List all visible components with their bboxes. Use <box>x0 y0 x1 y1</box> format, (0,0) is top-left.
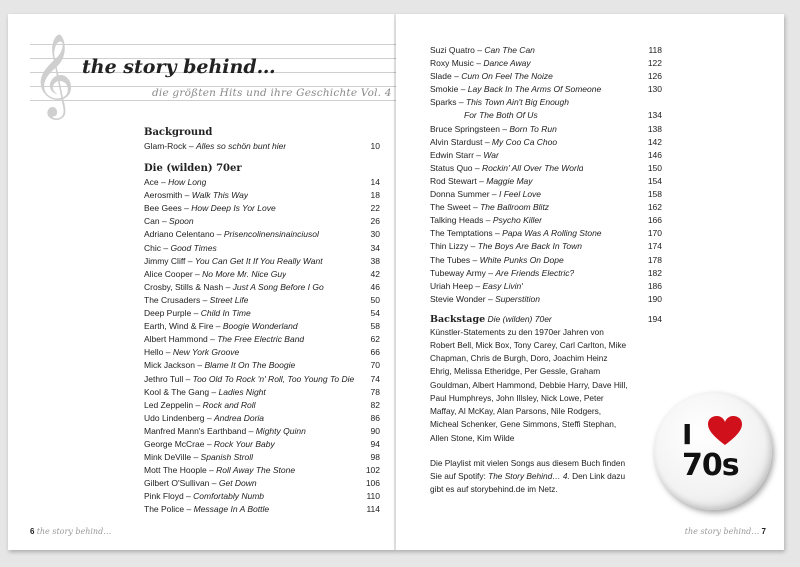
toc-artist: The Crusaders <box>144 294 201 305</box>
toc-artist: Jimmy Cliff <box>144 255 186 266</box>
treble-clef-icon: 𝄞 <box>32 32 75 116</box>
toc-song: Rock Your Baby <box>213 438 275 449</box>
toc-song: How Deep Is Yor Love <box>191 203 276 214</box>
toc-artist: Manfred Mann's Earthband <box>144 425 247 436</box>
toc-artist: Mink DeVille <box>144 452 192 463</box>
toc-page-number: 74 <box>370 373 380 384</box>
toc-right <box>430 44 662 496</box>
toc-page-number: 90 <box>370 425 380 436</box>
toc-page-number: 50 <box>370 294 380 305</box>
toc-list-right <box>430 44 662 306</box>
toc-entry <box>144 215 380 228</box>
toc-entry-text: Tubeway Army – Are Friends Electric? <box>430 267 575 278</box>
toc-page-number: 54 <box>370 308 380 319</box>
toc-song: War <box>483 149 499 160</box>
toc-song: Dance Away <box>483 58 531 69</box>
toc-artist: Bruce Springsteen <box>430 123 500 134</box>
toc-entry-text: Pink Floyd – Comfortably Numb <box>144 491 264 502</box>
toc-entry-text: Alice Cooper – No More Mr. Nice Guy <box>144 268 287 279</box>
toc-page-number: 106 <box>365 478 380 489</box>
toc-page-number: 162 <box>647 202 662 213</box>
i-love-70s-badge <box>654 392 772 510</box>
toc-artist: Pink Floyd <box>144 491 184 502</box>
toc-entry <box>144 451 380 464</box>
toc-page-number: 86 <box>370 412 380 423</box>
toc-song: Mighty Quinn <box>255 425 306 436</box>
page-number-left: 6 <box>30 527 35 536</box>
toc-song: Can The Can <box>484 45 535 55</box>
toc-entry <box>144 412 380 425</box>
toc-entry <box>430 240 662 253</box>
toc-artist: The Sweet <box>430 202 471 213</box>
toc-song: Easy Livin' <box>482 280 523 291</box>
toc-entry <box>144 189 380 202</box>
toc-entry <box>144 140 380 153</box>
toc-song: Street Life <box>209 294 249 305</box>
backstage-page: 194 <box>647 313 662 324</box>
toc-entry <box>430 96 662 109</box>
toc-entry-text: Mick Jackson – Blame It On The Boogie <box>144 360 296 371</box>
toc-entry-text: Sparks – This Town Ain't Big Enough <box>430 97 569 108</box>
toc-song: Comfortably Numb <box>193 491 264 502</box>
toc-entry-text: Roxy Music – Dance Away <box>430 58 531 69</box>
toc-artist: Mott The Hoople <box>144 465 207 476</box>
toc-artist: Tubeway Army <box>430 267 486 278</box>
toc-entry-text: Thin Lizzy – The Boys Are Back In Town <box>430 241 582 252</box>
toc-artist: Albert Hammond <box>144 334 208 345</box>
toc-page-number: 62 <box>370 334 380 345</box>
toc-artist: Can <box>144 216 160 227</box>
toc-song: Born To Run <box>509 123 557 134</box>
toc-entry-text: Jimmy Cliff – You Can Get It If You Really Want <box>144 255 323 266</box>
toc-entry-text: The Sweet – The Ballroom Blitz <box>430 202 550 213</box>
toc-song: Get Down <box>218 478 257 489</box>
toc-artist: Alice Cooper <box>144 268 193 279</box>
toc-page-number: 118 <box>648 45 662 55</box>
toc-page-number: 114 <box>366 504 380 515</box>
toc-entry <box>430 162 662 175</box>
toc-entry-text: Crosby, Stills & Nash – Just A Song Before I Go <box>144 281 324 292</box>
toc-page-number: 42 <box>370 268 380 279</box>
toc-artist: Smokie <box>430 84 459 95</box>
toc-song: Too Old To Rock 'n' Roll, Too Young To Die <box>192 373 355 384</box>
toc-song: Papa Was A Rolling Stone <box>502 228 602 239</box>
toc-entry-text: Kool & The Gang – Ladies Night <box>144 386 266 397</box>
toc-page-number: 138 <box>647 123 662 134</box>
toc-page-number: 126 <box>647 71 662 82</box>
toc-entry-text: Earth, Wind & Fire – Boogie Wonderland <box>144 321 298 332</box>
toc-artist: Edwin Starr <box>430 149 474 160</box>
toc-page-number: 46 <box>370 281 380 292</box>
toc-entry-text: Uriah Heep – Easy Livin' <box>430 280 523 291</box>
background-heading: Background <box>144 127 213 138</box>
toc-entry <box>144 503 380 516</box>
toc-page-number: 34 <box>370 242 380 253</box>
background-list <box>144 140 380 153</box>
toc-entry <box>144 333 380 346</box>
toc-entry <box>144 255 380 268</box>
toc-entry-text: Donna Summer – I Feel Love <box>430 189 542 200</box>
toc-entry <box>430 70 662 83</box>
toc-artist: Hello <box>144 347 164 358</box>
toc-entry-text: Suzi Quatro – Can The Can <box>430 45 535 55</box>
toc-entry <box>144 386 380 399</box>
toc-song: Roll Away The Stone <box>216 465 296 476</box>
toc-page-number: 10 <box>370 141 380 151</box>
playlist-post: Den Link dazu gibt es auf storybehind.de im Netz. <box>430 470 626 495</box>
toc-entry <box>430 136 662 149</box>
toc-page-number: 18 <box>370 190 380 201</box>
toc-entry <box>144 399 380 412</box>
playlist-title: The Story Behind… 4. <box>488 470 570 481</box>
toc-artist: Suzi Quatro <box>430 45 475 55</box>
toc-artist: Glam-Rock <box>144 141 187 151</box>
toc-entry <box>430 83 662 96</box>
toc-artist: Alvin Stardust <box>430 136 483 147</box>
music-staff <box>30 44 400 114</box>
right-page <box>396 14 784 550</box>
toc-artist: Earth, Wind & Fire <box>144 321 214 332</box>
toc-song: My Coo Ca Choo <box>491 136 558 147</box>
footer-title-right: the story behind… <box>684 527 760 536</box>
toc-entry-text: Talking Heads – Psycho Killer <box>430 215 542 226</box>
toc-entry <box>144 242 380 255</box>
toc-entry <box>144 490 380 503</box>
toc-song: Superstition <box>495 293 540 304</box>
toc-song: Cum On Feel The Noize <box>461 71 553 82</box>
backstage-text: Künstler-Statements zu den 1970er Jahren von Robert Bell, Mick Box, Tony Carey, Carl Carlton, Mike Chapman, Chris de Burgh, Doro, Joachim Heinz Ehrig, Melissa Etheridge, Per Gessle, Graham Gouldman, Albert Hammond, Debbie Harry, Dave Hill, Paul Humphreys, John Illsley, Nick Lowe, Peter Maffay, Al McKay, Alan Parsons, Nile Rodgers, Micheal Schenker, Gene Simmons, Steffi Stephan, Allen Stone, Kim Wilde <box>430 326 628 443</box>
toc-entry-text: Hello – New York Groove <box>144 347 240 358</box>
toc-entry <box>144 320 380 333</box>
toc-song: Rock and Roll <box>202 399 256 410</box>
toc-page-number: 154 <box>647 175 662 186</box>
toc-entry-text: Status Quo – Rockin' All Over The World <box>430 162 584 173</box>
toc-page-number: 102 <box>365 465 380 476</box>
toc-page-number: 110 <box>366 491 380 502</box>
toc-artist: Talking Heads <box>430 215 484 226</box>
toc-entry-text: Adriano Celentano – Prisencolinensinainciusol <box>144 229 319 240</box>
toc-list-left <box>144 176 380 516</box>
toc-page-number: 122 <box>647 58 662 69</box>
toc-song: Are Friends Electric? <box>495 267 575 278</box>
toc-page-number: 94 <box>370 438 380 449</box>
toc-entry <box>144 228 380 241</box>
footer-title-left: the story behind… <box>36 527 112 536</box>
toc-entry <box>430 149 662 162</box>
toc-artist: The Tubes <box>430 254 471 265</box>
toc-page-number: 186 <box>647 280 662 291</box>
left-page <box>8 14 396 550</box>
toc-entry-text: The Temptations – Papa Was A Rolling Stone <box>430 228 602 239</box>
toc-entry-text: Rod Stewart – Maggie May <box>430 175 533 186</box>
toc-entry-text: The Tubes – White Punks On Dope <box>430 254 564 265</box>
toc-song: Alles so schön bunt hier <box>195 141 287 151</box>
toc-page-number: 190 <box>647 293 662 304</box>
toc-entry <box>430 280 662 293</box>
toc-page-number: 130 <box>647 84 662 95</box>
toc-page-number: 30 <box>370 229 380 240</box>
toc-song: The Free Electric Band <box>217 334 305 345</box>
toc-entry <box>430 227 662 240</box>
toc-song: For The Both Of Us <box>464 110 538 121</box>
toc-song: Psycho Killer <box>492 215 542 226</box>
toc-artist: Kool & The Gang <box>144 386 210 397</box>
toc-entry <box>430 254 662 267</box>
toc-entry <box>144 307 380 320</box>
toc-entry-text: The Police – Message In A Bottle <box>144 504 270 515</box>
toc-song: I Feel Love <box>498 189 542 200</box>
toc-song: Prisencolinensinainciusol <box>223 229 319 240</box>
toc-artist: Ace <box>144 177 159 188</box>
toc-song: New York Groove <box>172 347 240 358</box>
toc-page-number: 38 <box>370 255 380 266</box>
badge-letter: I <box>682 418 693 451</box>
toc-entry-text: The Crusaders – Street Life <box>144 294 249 305</box>
toc-entry <box>144 425 380 438</box>
toc-entry <box>144 281 380 294</box>
toc-entry-text: Gilbert O'Sullivan – Get Down <box>144 478 257 489</box>
toc-entry-text: George McCrae – Rock Your Baby <box>144 438 275 449</box>
toc-artist: Deep Purple <box>144 308 192 319</box>
playlist-text <box>430 457 630 497</box>
toc-page-number: 174 <box>647 241 662 252</box>
toc-song: Spoon <box>169 216 194 227</box>
toc-entry-text: Manfred Mann's Earthband – Mighty Quinn <box>144 425 306 436</box>
toc-artist: Crosby, Stills & Nash <box>144 281 224 292</box>
toc-entry-text: Bruce Springsteen – Born To Run <box>430 123 557 134</box>
toc-artist: Stevie Wonder <box>430 293 486 304</box>
toc-artist: Status Quo <box>430 162 473 173</box>
toc-page-number: 146 <box>647 149 662 160</box>
toc-page-number: 142 <box>647 136 662 147</box>
toc-page-number: 166 <box>647 215 662 226</box>
toc-entry-text: Stevie Wonder – Superstition <box>430 293 540 304</box>
toc-entry-text: Udo Lindenberg – Andrea Doria <box>144 412 265 423</box>
page-number-right: 7 <box>761 527 766 536</box>
toc-entry-text: Ace – How Long <box>144 177 207 188</box>
toc-artist: The Temptations <box>430 228 493 239</box>
toc-artist: Jethro Tull <box>144 373 184 384</box>
toc-artist: Thin Lizzy <box>430 241 469 252</box>
toc-entry <box>144 268 380 281</box>
toc-song: Good Times <box>170 242 217 253</box>
toc-page-number: 82 <box>370 399 380 410</box>
toc-song: No More Mr. Nice Guy <box>202 268 287 279</box>
toc-page-number: 134 <box>647 110 662 121</box>
toc-song: Spanish Stroll <box>200 452 253 463</box>
backstage-heading <box>430 312 662 326</box>
toc-entry <box>430 57 662 70</box>
toc-song: How Long <box>168 177 207 188</box>
toc-artist: Roxy Music <box>430 58 474 69</box>
toc-entry-text: Mott The Hoople – Roll Away The Stone <box>144 465 296 476</box>
toc-entry <box>144 294 380 307</box>
toc-artist: Gilbert O'Sullivan <box>144 478 210 489</box>
toc-song: Just A Song Before I Go <box>232 281 324 292</box>
toc-page-number: 66 <box>370 347 380 358</box>
toc-artist: Chic <box>144 242 162 253</box>
toc-artist: Adriano Celentano <box>144 229 215 240</box>
toc-entry <box>144 176 380 189</box>
toc-entry-text <box>430 109 538 122</box>
toc-entry-text: Mink DeVille – Spanish Stroll <box>144 452 253 463</box>
toc-song: Rockin' All Over The World <box>481 162 584 173</box>
toc-page-number: 158 <box>647 189 662 200</box>
footer-left <box>30 527 111 536</box>
toc-entry <box>430 293 662 306</box>
toc-entry-text: Chic – Good Times <box>144 242 217 253</box>
toc-artist: Uriah Heep <box>430 280 473 291</box>
toc-artist: Slade <box>430 71 452 82</box>
toc-entry <box>430 267 662 280</box>
toc-page-number: 98 <box>370 452 380 463</box>
heart-icon <box>708 416 742 446</box>
toc-song: The Ballroom Blitz <box>480 202 550 213</box>
playlist-pre: Die Playlist mit vielen Songs aus diesem Buch finden Sie auf Spotify: <box>430 457 626 481</box>
toc-page-number: 78 <box>370 386 380 397</box>
toc-artist: Rod Stewart <box>430 175 477 186</box>
backstage-sub: Die (wilden) 70er <box>487 313 552 324</box>
toc-entry <box>144 359 380 372</box>
toc-song: Walk This Way <box>191 190 249 201</box>
toc-left <box>144 126 380 517</box>
toc-artist: Bee Gees <box>144 203 182 214</box>
toc-artist: Led Zeppelin <box>144 399 194 410</box>
toc-entry-text: Edwin Starr – War <box>430 149 499 160</box>
toc-page-number: 150 <box>647 162 662 173</box>
toc-entry-text: Smokie – Lay Back In The Arms Of Someone <box>430 84 602 95</box>
toc-entry-text: Deep Purple – Child In Time <box>144 308 251 319</box>
toc-entry <box>430 201 662 214</box>
toc-entry-text: Led Zeppelin – Rock and Roll <box>144 399 256 410</box>
toc-page-number: 70 <box>370 360 380 371</box>
toc-song: The Boys Are Back In Town <box>477 241 582 252</box>
book-title: the story behind… <box>82 56 276 78</box>
badge-text: 70s <box>682 448 739 483</box>
toc-entry <box>430 214 662 227</box>
toc-song: Lay Back In The Arms Of Someone <box>467 84 602 95</box>
toc-entry <box>430 44 662 57</box>
toc-page-number: 182 <box>647 267 662 278</box>
toc-artist: Donna Summer <box>430 189 490 200</box>
toc-entry <box>144 373 380 386</box>
toc-entry <box>430 188 662 201</box>
toc-artist: Sparks <box>430 97 457 108</box>
toc-entry-text: Alvin Stardust – My Coo Ca Choo <box>430 136 558 147</box>
toc-entry <box>430 109 662 122</box>
toc-song: White Punks On Dope <box>479 254 564 265</box>
toc-song: You Can Get It If You Really Want <box>194 255 323 266</box>
toc-entry-text: Slade – Cum On Feel The Noize <box>430 71 553 82</box>
toc-entry <box>430 175 662 188</box>
toc-song: This Town Ain't Big Enough <box>465 97 569 108</box>
toc-entry <box>144 477 380 490</box>
toc-artist: Aerosmith <box>144 190 183 201</box>
footer-right <box>685 527 766 536</box>
toc-entry-text: Can – Spoon <box>144 216 194 227</box>
toc-song: Blame It On The Boogie <box>204 360 296 371</box>
toc-artist: The Police <box>144 504 185 515</box>
toc-page-number: 178 <box>647 254 662 265</box>
book-subtitle: die größten Hits und ihre Geschichte Vol. 4 <box>152 87 392 99</box>
toc-entry <box>144 438 380 451</box>
toc-entry-text: Albert Hammond – The Free Electric Band <box>144 334 305 345</box>
toc-entry <box>144 346 380 359</box>
toc-entry-text: Aerosmith – Walk This Way <box>144 190 249 201</box>
toc-entry-text: Glam-Rock – Alles so schön bunt hier <box>144 141 287 151</box>
toc-entry-text: Bee Gees – How Deep Is Yor Love <box>144 203 276 214</box>
toc-page-number: 170 <box>647 228 662 239</box>
toc-page-number: 22 <box>370 203 380 214</box>
toc-song: Maggie May <box>486 175 533 186</box>
toc-song: Andrea Doria <box>213 412 265 423</box>
toc-entry-text: Jethro Tull – Too Old To Rock 'n' Roll, Too Young To Die <box>144 373 355 384</box>
toc-entry <box>144 464 380 477</box>
toc-song: Boogie Wonderland <box>222 321 298 332</box>
toc-entry <box>430 123 662 136</box>
toc-artist: Udo Lindenberg <box>144 412 205 423</box>
toc-artist: George McCrae <box>144 438 205 449</box>
toc-song: Message In A Bottle <box>193 504 270 515</box>
toc-page-number: 58 <box>370 321 380 332</box>
toc-page-number: 14 <box>370 177 380 188</box>
toc-page-number: 26 <box>370 216 380 227</box>
toc-entry <box>144 202 380 215</box>
section-heading: Die (wilden) 70er <box>144 163 242 175</box>
toc-song: Child In Time <box>200 308 251 319</box>
toc-song: Ladies Night <box>218 386 266 397</box>
toc-artist: Mick Jackson <box>144 360 196 371</box>
backstage-label: Backstage <box>430 313 486 325</box>
